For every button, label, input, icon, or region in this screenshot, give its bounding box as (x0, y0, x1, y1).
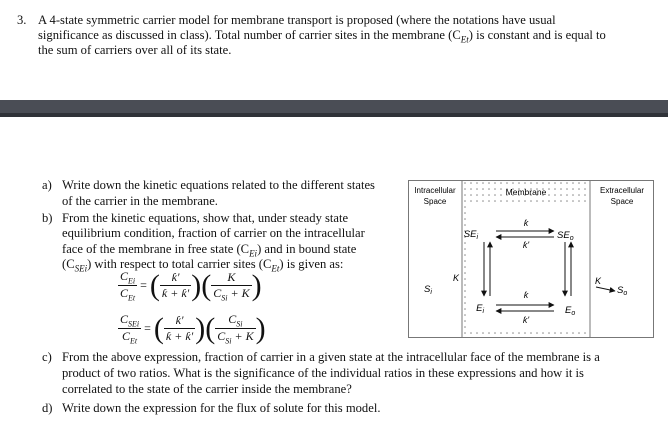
intracellular-label: Intracellular (414, 186, 456, 195)
part-d-line-1: Write down the expression for the flux of solute for this model. (62, 401, 381, 415)
rate-k-bottom: ƙ (523, 290, 529, 300)
question-line-3: the sum of carriers over all of its state. (38, 43, 232, 57)
eq2-binding-fraction: $\frac{C_{Si}}{C_{Si} + K}$ (217, 312, 254, 346)
part-d-label: d) (42, 401, 53, 415)
part-b-line-2: equilibrium condition, fraction of carrier on the intracellular (62, 226, 365, 240)
part-b-label: b) (42, 211, 53, 225)
state-ei: $E_i$ (476, 303, 484, 315)
part-b-line-3: face of the membrane in free state $(C_{Ei})$ and in bound state (62, 242, 357, 259)
eq1-lhs-fraction: $\frac{C_{Ei}}{C_{Et}}$ (120, 269, 136, 303)
question-line-2: significance as discussed in class). Total number of carrier sites in the membrane $(C_{Et})$ is constant and is equal to (38, 28, 606, 45)
rate-k-top: ƙ (523, 218, 529, 228)
eq2-lhs-fraction: $\frac{C_{SEi}}{C_{Et}}$ (120, 312, 140, 346)
state-seo: $SE_o$ (557, 230, 574, 242)
arrow-to-so (596, 287, 615, 291)
question-line-1: A 4-state symmetric carrier model for membrane transport is proposed (where the notations have usual (38, 13, 556, 27)
separator-bar (0, 100, 668, 117)
extracellular-label-2: Space (610, 197, 634, 206)
part-c-line-1: From the above expression, fraction of carrier in a given state at the intracellular face of the membrane is a (62, 350, 600, 364)
state-sei: $SE_i$ (463, 229, 478, 241)
state-eo: $E_o$ (565, 305, 576, 317)
solute-so: $S_o$ (617, 285, 628, 297)
membrane-label: Membrane (505, 187, 547, 197)
eq2-rate-fraction: $\frac{ƙ'}{ƙ + ƙ'}$ (165, 313, 194, 344)
extracellular-label: Extracellular (599, 186, 645, 195)
rate-kprime-bottom: ƙ' (522, 315, 530, 325)
intracellular-label-2: Space (423, 197, 447, 206)
rate-kprime-top: ƙ' (522, 240, 530, 250)
constant-k-left: K (453, 273, 460, 283)
eq1-binding-fraction: $\frac{K}{C_{Si} + K}$ (213, 269, 250, 303)
part-a-line-1: Write down the kinetic equations related to the different states (62, 178, 375, 192)
part-b-line-1: From the kinetic equations, show that, under steady state (62, 211, 349, 225)
part-c-line-3: correlated to the state of the carrier inside the membrane? (62, 382, 352, 396)
part-a-label: a) (42, 178, 52, 192)
eq1-rate-fraction: $\frac{ƙ'}{ƙ + ƙ'}$ (161, 270, 190, 301)
carrier-model-diagram (408, 180, 654, 338)
question-number: 3. (17, 13, 27, 27)
equation-1: $\frac{C_{Ei}}{C_{Et}}$ = ( $\frac{ƙ'}{ƙ + ƙ'}$ )( $\frac{K}{C_{Si} + K}$ ) (120, 268, 262, 303)
equation-2: $\frac{C_{SEi}}{C_{Et}}$ = ( $\frac{ƙ'}{ƙ + ƙ'}$ )( $\frac{C_{Si}}{C_{Si} + K}$ ) (120, 311, 266, 346)
part-c-label: c) (42, 350, 52, 364)
part-b-line-4: $(C_{SEi})$ with respect to total carrier sites $(C_{Et})$ is given as: (62, 257, 344, 274)
solute-si: $S_i$ (424, 284, 432, 296)
constant-k-right: K (595, 276, 602, 286)
part-a-line-2: of the carrier in the membrane. (62, 194, 218, 208)
part-c-line-2: product of two ratios. What is the significance of the individual ratios in these expressions and how it is (62, 366, 584, 380)
